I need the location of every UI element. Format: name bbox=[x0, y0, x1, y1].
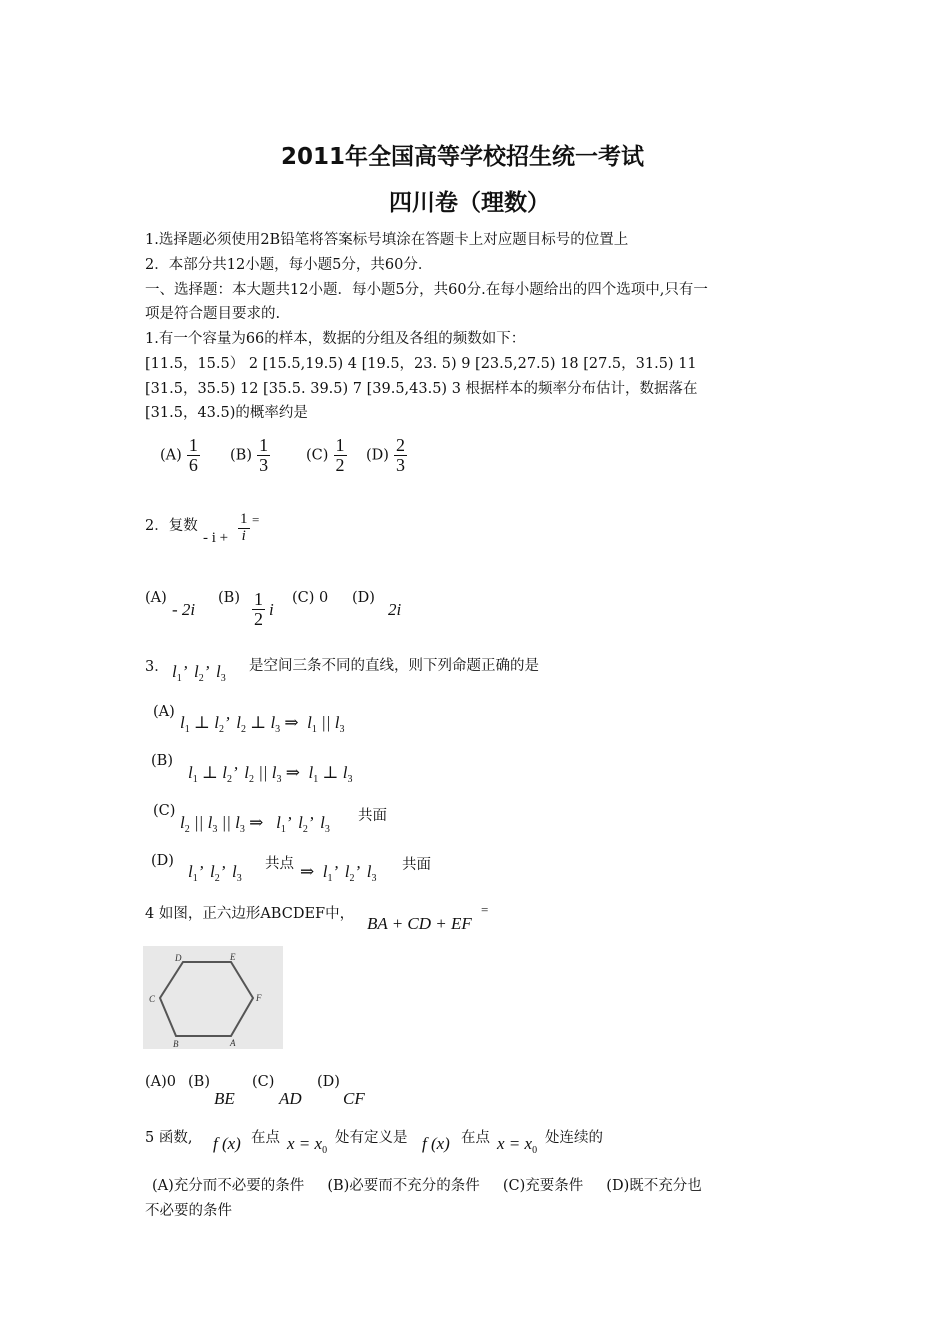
q2-option-b-frac: $\frac{1}{2}$ bbox=[254, 589, 263, 629]
q2-option-b-i: i bbox=[269, 600, 274, 619]
q3-option-d-label[interactable]: (D) bbox=[151, 853, 174, 869]
q1-option-a[interactable]: (A) $\frac{1}{6}$ bbox=[160, 435, 198, 475]
q2-option-d: 2i bbox=[388, 600, 402, 619]
q4-expression: BA + CD + EF bbox=[367, 914, 472, 933]
vertex-label-c: C bbox=[149, 994, 156, 1004]
q4-eq: = bbox=[481, 902, 489, 917]
q4-option-d-label[interactable]: (D) bbox=[317, 1074, 340, 1090]
q1-stem: 1.有一个容量为66的样本，数据的分组及各组的频数如下： bbox=[145, 331, 526, 347]
q2-expr-a: - i + bbox=[203, 530, 229, 546]
q1-option-d[interactable]: (D) $\frac{2}{3}$ bbox=[366, 435, 406, 475]
instruction-line: 项是符合题目要求的. bbox=[145, 306, 281, 322]
q3-option-c-label[interactable]: (C) bbox=[153, 803, 176, 819]
q5-number: 5 函数, bbox=[145, 1130, 193, 1146]
q3-option-d-expr1: $l_1$’ $l_2$’ $l_3$ bbox=[188, 862, 242, 884]
q5-zaidian: 在点 bbox=[251, 1130, 280, 1146]
q5-options-cont: 不必要的条件 bbox=[145, 1203, 232, 1219]
q2-option-a: - 2i bbox=[172, 600, 196, 619]
q1-data-line: [31.5，43.5)的概率约是 bbox=[145, 405, 308, 421]
exam-title: 2011年全国高等学校招生统一考试 bbox=[281, 144, 645, 170]
q3-option-b-expr: $l_1$ ⊥ $l_2$’ $l_2$ || $l_3$ ⇒ $l_1$ ⊥ $l_3$ bbox=[188, 763, 353, 785]
instruction-line: 2．本部分共12小题，每小题5分，共60分． bbox=[145, 257, 433, 273]
q3-option-c-tail: 共面 bbox=[358, 808, 387, 824]
q2-option-c[interactable]: (C) 0 bbox=[292, 590, 329, 606]
exam-subtitle: 四川卷（理数） bbox=[389, 190, 550, 216]
instruction-line: 1.选择题必须使用2B铅笔将答案标号填涂在答题卡上对应题目标号的位置上 bbox=[145, 232, 629, 248]
vertex-label-d: D bbox=[175, 953, 182, 963]
q5-tail: 处连续的 bbox=[545, 1130, 603, 1146]
q3-option-d-gongdian: 共点 bbox=[265, 856, 294, 872]
q3-lines: $l_1$’ $l_2$’ $l_3$ bbox=[172, 662, 226, 684]
hexagon-figure bbox=[143, 946, 283, 1049]
q4-stem: 4 如图，正六边形ABCDEF中， bbox=[145, 906, 355, 922]
q3-option-a-expr: $l_1$ ⊥ $l_2$’ $l_2$ ⊥ $l_3$ ⇒ $l_1$ || $l_3$ bbox=[180, 713, 345, 735]
q1-option-b[interactable]: (B) $\frac{1}{3}$ bbox=[230, 435, 269, 475]
q3-option-b-label[interactable]: (B) bbox=[151, 753, 173, 769]
vertex-label-f: F bbox=[256, 993, 262, 1003]
q3-option-d-gongmian: 共面 bbox=[402, 857, 431, 873]
q4-option-b-label[interactable]: (B) bbox=[188, 1074, 210, 1090]
q1-data-line: [11.5，15.5） 2 [15.5,19.5) 4 [19.5，23. 5) 9 [23.5,27.5) 18 [27.5，31.5) 11 bbox=[145, 356, 697, 372]
q5-x-eq-x0: $x = x_0$ bbox=[287, 1134, 328, 1156]
q1-data-line: [31.5，35.5) 12 [35.5. 39.5) 7 [39.5,43.5) 3 根据样本的频率分布估计，数据落在 bbox=[145, 381, 698, 397]
fraction: $\frac{2}{3}$ bbox=[396, 435, 406, 475]
vertex-label-b: B bbox=[173, 1039, 179, 1049]
q2-option-d-label[interactable]: (D) bbox=[352, 590, 375, 606]
q3-option-a-label[interactable]: (A) bbox=[153, 704, 175, 720]
q2-option-a-label[interactable]: (A) bbox=[145, 590, 167, 606]
q4-option-d: CF bbox=[343, 1089, 365, 1108]
hexagon-diagram bbox=[143, 946, 283, 1049]
q4-option-a[interactable]: (A)0 bbox=[145, 1074, 177, 1090]
q5-x-eq-x0-2: $x = x_0$ bbox=[497, 1134, 538, 1156]
fraction: $\frac{1}{2}$ bbox=[335, 435, 345, 475]
q4-option-c-label[interactable]: (C) bbox=[252, 1074, 275, 1090]
q3-option-c-expr: $l_2$ || $l_3$ || $l_3$ ⇒ $l_1$’ $l_2$’ $l_3$ bbox=[180, 813, 330, 835]
q3-stem: 是空间三条不同的直线，则下列命题正确的是 bbox=[249, 658, 539, 674]
q5-fx: f (x) bbox=[213, 1134, 241, 1153]
q4-option-b: BE bbox=[214, 1089, 235, 1108]
q2-option-b-label[interactable]: (B) bbox=[218, 590, 240, 606]
q2-expr-frac: $\frac{1}{i}$ bbox=[240, 511, 248, 544]
q5-mid: 处有定义是 bbox=[335, 1130, 408, 1146]
q3-option-d-expr2: ⇒ $l_1$’ $l_2$’ $l_3$ bbox=[300, 862, 377, 884]
q5-options[interactable]: (A)充分而不必要的条件 (B)必要而不充分的条件 (C)充要条件 (D)既不充分也 bbox=[152, 1178, 702, 1194]
vertex-label-a: A bbox=[230, 1038, 236, 1048]
q4-option-c: AD bbox=[279, 1089, 302, 1108]
fraction: $\frac{1}{3}$ bbox=[259, 435, 269, 475]
q2-stem: 2．复数 bbox=[145, 518, 198, 534]
q5-zaidian-2: 在点 bbox=[461, 1130, 490, 1146]
q1-option-c[interactable]: (C) $\frac{1}{2}$ bbox=[306, 435, 345, 475]
q3-number: 3． bbox=[145, 659, 169, 675]
q2-expr-eq: = bbox=[252, 512, 260, 527]
instruction-line: 一、选择题：本大题共12小题．每小题5分，共60分.在每小题给出的四个选项中,只有一 bbox=[145, 282, 708, 298]
q5-fx-2: f (x) bbox=[422, 1134, 450, 1153]
fraction: $\frac{1}{6}$ bbox=[188, 435, 198, 475]
vertex-label-e: E bbox=[230, 952, 236, 962]
